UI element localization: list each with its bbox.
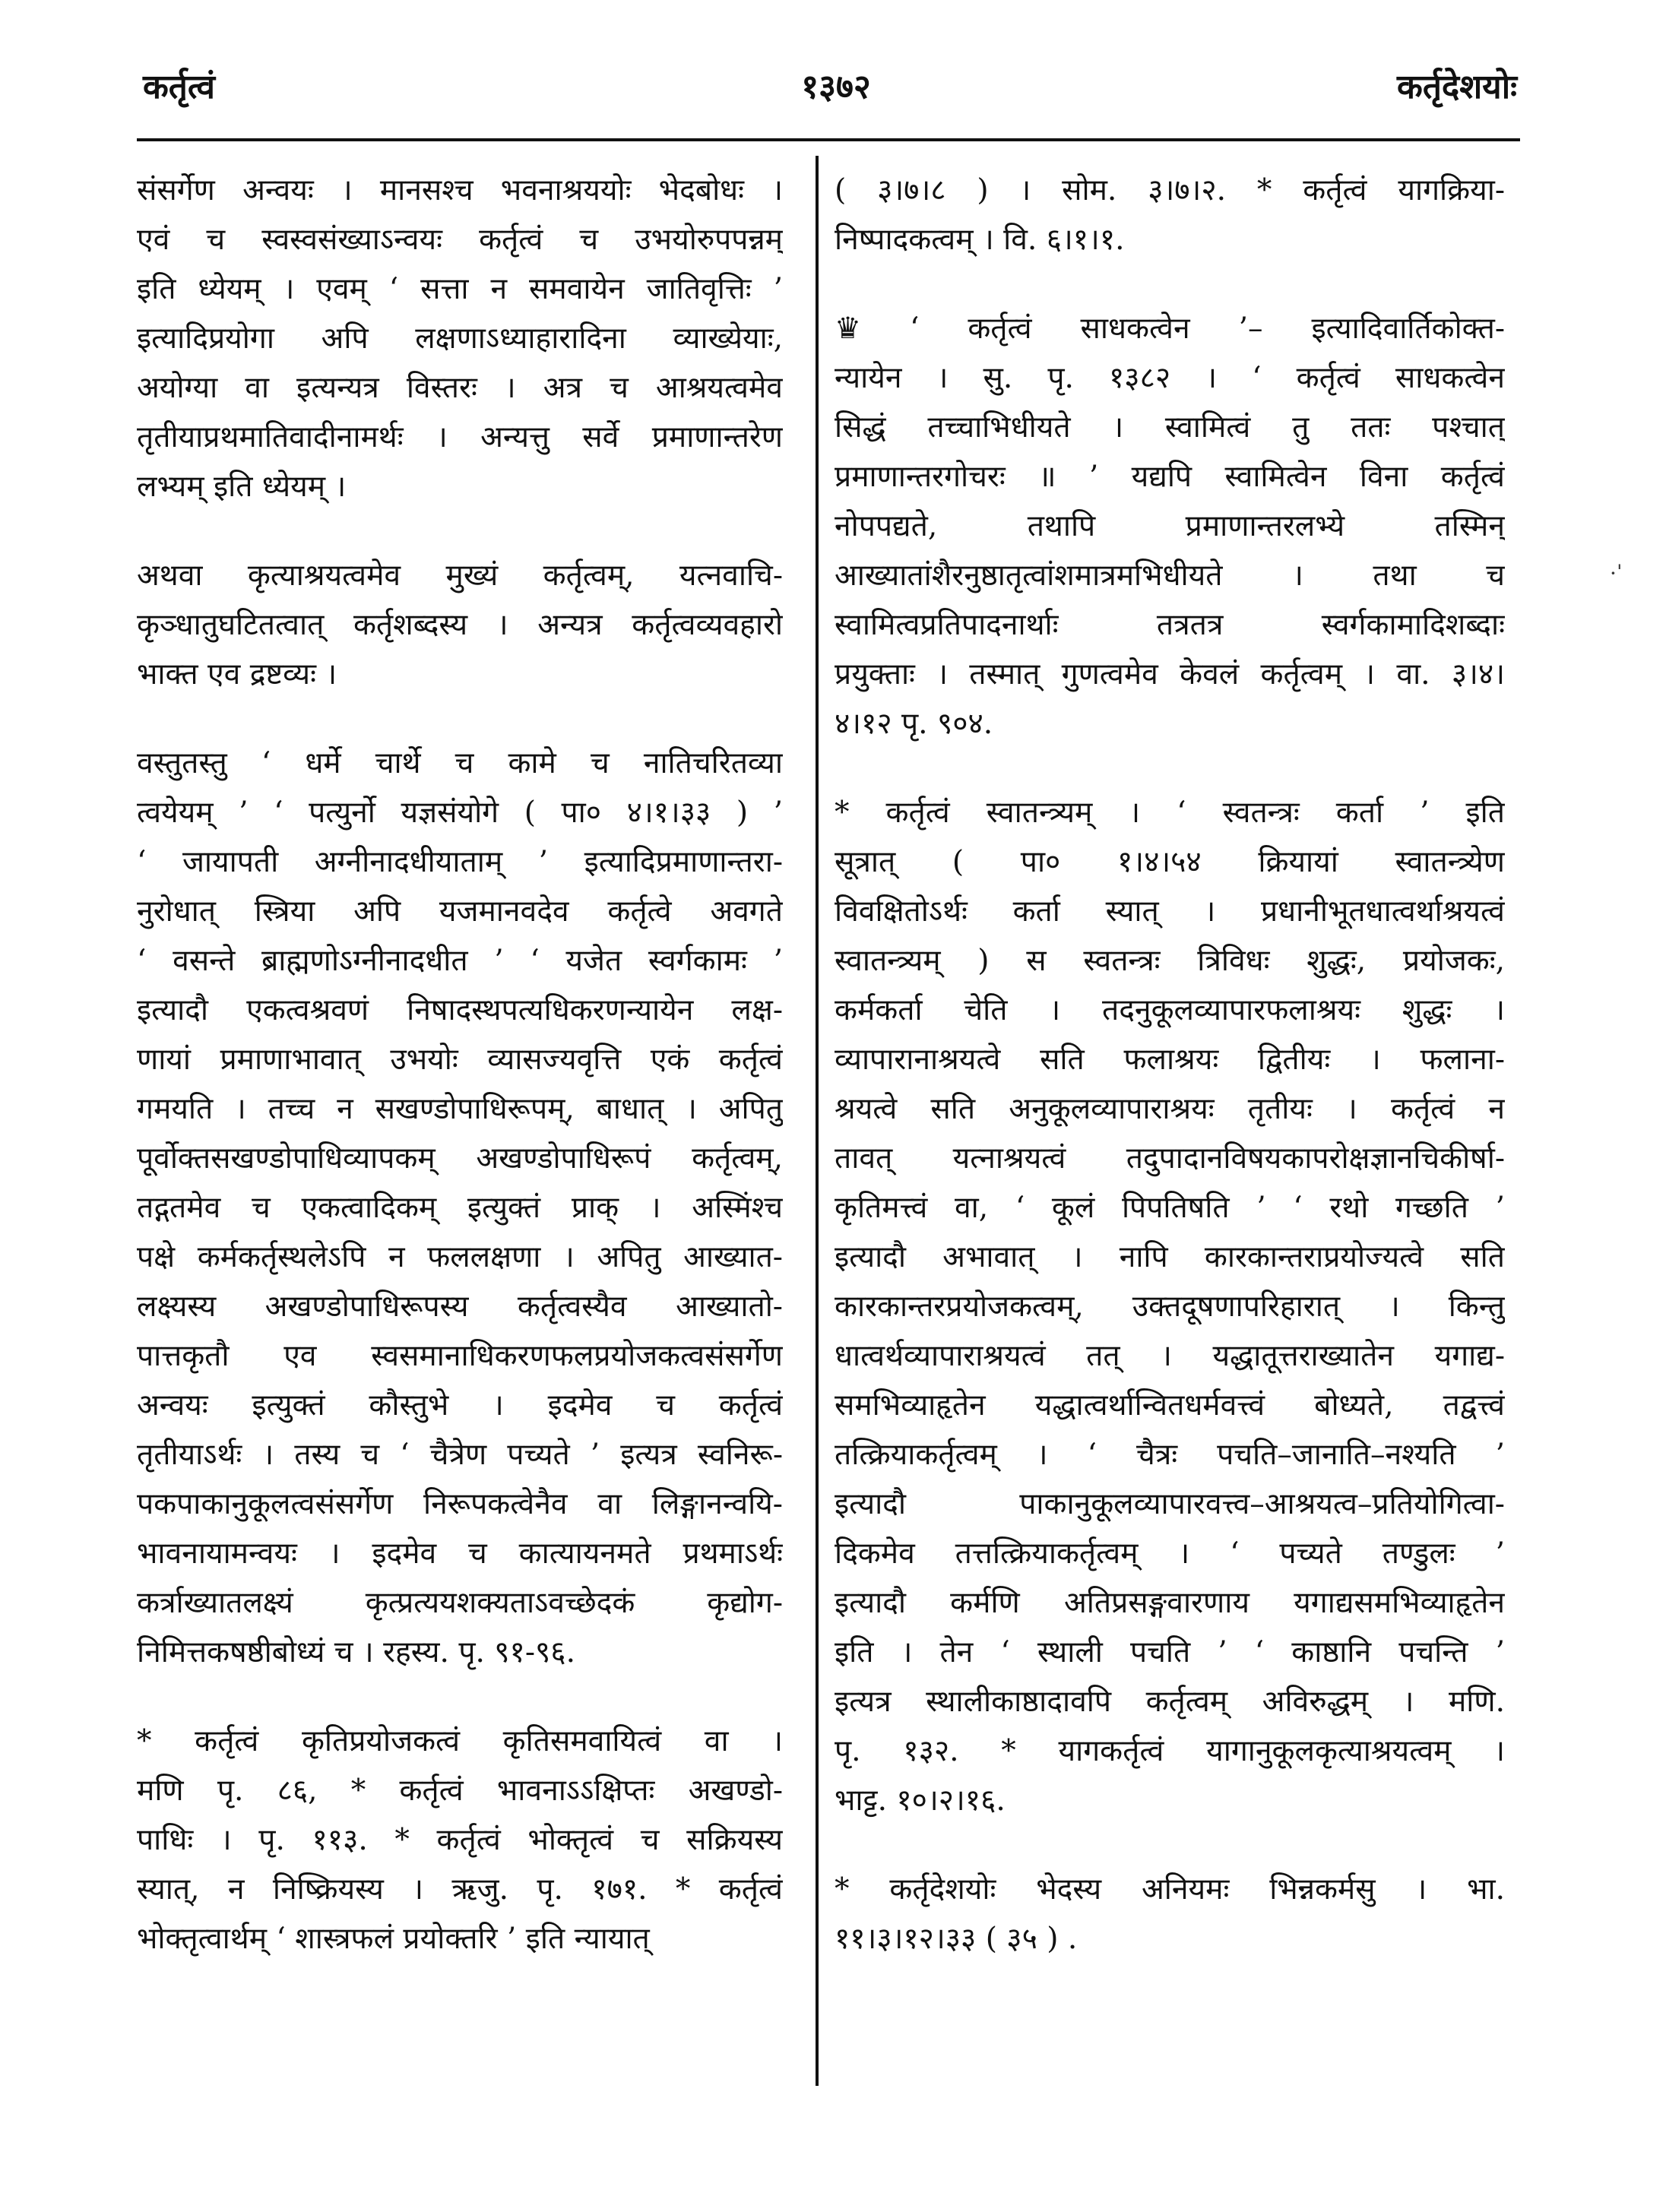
- text-line: इत्यादौ कर्मणि अतिप्रसङ्गवारणाय यगाद्यसमभिव्याहृतेन: [835, 1586, 1505, 1620]
- text-line: विवक्षितोऽर्थः कर्ता स्यात् । प्रधानीभूतधात्वर्थाश्रयत्वं: [835, 894, 1505, 929]
- text-line: आख्यातांशैरनुष्ठातृत्वांशमात्रमभिधीयते । तथा च: [835, 559, 1505, 593]
- left-column: [137, 166, 783, 1964]
- paragraph-gap: [137, 511, 783, 551]
- text-line: भाट्ट. १०।२।१६.: [835, 1783, 1006, 1818]
- text-line: भावनायामन्वयः । इदमेव च कात्यायनमते प्रथमाऽर्थः: [137, 1536, 783, 1571]
- text-line: दिकमेव तत्तत्क्रियाकर्तृत्वम् । ‘ पच्यते तण्डुलः ’: [835, 1536, 1505, 1571]
- text-line: धात्वर्थव्यापाराश्रयत्वं तत् । यद्धातूत्तराख्यातेन यगाद्य-: [835, 1339, 1505, 1373]
- text-line: स्वामित्वप्रतिपादनार्थाः तत्रतत्र स्वर्गकामादिशब्दाः: [835, 608, 1505, 642]
- text-line: लक्ष्यस्य अखण्डोपाधिरूपस्य कर्तृत्वस्यैव आख्यातो-: [137, 1290, 783, 1324]
- text-line: ११।३।१२।३३ ( ३५ ) .: [835, 1922, 1078, 1956]
- text-line: लभ्यम् इति ध्येयम् ।: [137, 470, 347, 504]
- text-line: पाधिः । पृ. ११३. * कर्तृत्वं भोक्तृत्वं च सक्रियस्य: [137, 1823, 783, 1857]
- text-line: तृतीयाऽर्थः । तस्य च ‘ चैत्रेण पच्यते ’ इत्यत्र स्वनिरू-: [137, 1438, 783, 1472]
- text-line: ♛ ‘ कर्तृत्वं साधकत्वेन ’– इत्यादिवार्तिकोक्त-: [835, 312, 1505, 346]
- text-line: इत्यत्र स्थालीकाष्ठादावपि कर्तृत्वम् अविरुद्धम् । मणि.: [835, 1685, 1505, 1719]
- paragraph: [835, 304, 1505, 748]
- text-line: स्वातन्त्र्यम् ) स स्वतन्त्रः त्रिविधः शुद्धः, प्रयोजकः,: [835, 944, 1505, 978]
- paragraph: [137, 166, 783, 511]
- text-line: अथवा कृत्याश्रयत्वमेव मुख्यं कर्तृत्वम्, यत्नवाचि-: [137, 559, 783, 593]
- text-line: सूत्रात् ( पा० १।४।५४ क्रियायां स्वातन्त्र्येण: [835, 845, 1505, 879]
- paragraph: [835, 788, 1505, 1825]
- text-line: * कर्तृत्वं स्वातन्त्र्यम् । ‘ स्वतन्त्रः कर्ता ’ इति: [835, 796, 1505, 830]
- paragraph: [137, 551, 783, 699]
- header-left-keyword: कर्तृत्वं: [143, 68, 215, 106]
- text-line: ‘ वसन्ते ब्राह्मणोऽग्नीनादधीत ’ ‘ यजेत स्वर्गकामः ’: [137, 944, 783, 978]
- paragraph: [137, 739, 783, 1677]
- text-line: पूर्वोक्तसखण्डोपाधिव्यापकम् अखण्डोपाधिरूपं कर्तृत्वम्,: [137, 1141, 783, 1176]
- text-line: इति ध्येयम् । एवम् ‘ सत्ता न समवायेन जातिवृत्तिः ’: [137, 272, 783, 306]
- text-line: इत्यादिप्रयोगा अपि लक्षणाऽध्याहारादिना व्याख्येयाः,: [137, 321, 783, 356]
- text-line: इति । तेन ‘ स्थाली पचति ’ ‘ काष्ठानि पचन्ति ’: [835, 1635, 1505, 1669]
- text-line: निमित्तकषष्ठीबोध्यं च । रहस्य. पृ. ९१-९६.: [137, 1635, 575, 1669]
- page-number: १३७२: [801, 68, 871, 106]
- text-line: निष्पादकत्वम् । वि. ६।१।१.: [835, 223, 1125, 257]
- text-line: पृ. १३२. * यागकर्तृत्वं यागानुकूलकृत्याश्रयत्वम् ।: [835, 1734, 1505, 1768]
- margin-mark: ·ˈ: [1610, 561, 1623, 586]
- right-column: [835, 166, 1505, 1964]
- text-line: श्रयत्वे सति अनुकूलव्यापाराश्रयः तृतीयः । कर्तृत्वं न: [835, 1092, 1505, 1126]
- text-line: तावत् यत्नाश्रयत्वं तदुपादानविषयकापरोक्षज्ञानचिकीर्षा-: [835, 1141, 1505, 1176]
- text-line: इत्यादौ अभावात् । नापि कारकान्तराप्रयोज्यत्वे सति: [835, 1240, 1505, 1274]
- text-line: त्वयेयम् ’ ‘ पत्युर्नो यज्ञसंयोगे ( पा० ४।१।३३ ) ’: [137, 796, 783, 830]
- text-line: पकपाकानुकूलत्वसंसर्गेण निरूपकत्वेनैव वा लिङ्गानन्वयि-: [137, 1487, 783, 1521]
- text-line: इत्यादौ एकत्वश्रवणं निषादस्थपत्यधिकरणन्यायेन लक्ष-: [137, 993, 783, 1027]
- text-line: पात्तकृतौ एव स्वसमानाधिकरणफलप्रयोजकत्वसंसर्गेण: [137, 1339, 783, 1373]
- paragraph: [137, 1717, 783, 1964]
- text-line: संसर्गेण अन्वयः । मानसश्च भवनाश्रययोः भेदबोधः ।: [137, 173, 783, 207]
- text-line: सिद्धं तच्चाभिधीयते । स्वामित्वं तु ततः पश्चात्: [835, 410, 1505, 445]
- paragraph-gap: [137, 699, 783, 739]
- paragraph-gap: [835, 1825, 1505, 1865]
- text-line: णायां प्रमाणाभावात् उभयोः व्यासज्यवृत्ति एकं कर्तृत्वं: [137, 1043, 783, 1077]
- text-line: कर्मकर्ता चेति । तदनुकूलव्यापारफलाश्रयः शुद्धः ।: [835, 993, 1505, 1027]
- column-divider: [816, 156, 819, 2086]
- paragraph: [835, 1865, 1505, 1964]
- text-line: नुरोधात् स्त्रिया अपि यजमानवदेव कर्तृत्वे अवगते: [137, 894, 783, 929]
- header-rule: [137, 138, 1520, 141]
- text-line: पक्षे कर्मकर्तृस्थलेऽपि न फललक्षणा । अपितु आख्यात-: [137, 1240, 783, 1274]
- text-line: कृञ्धातुघटितत्वात् कर्तृशब्दस्य । अन्यत्र कर्तृत्वव्यवहारो: [137, 608, 783, 642]
- text-line: अन्वयः इत्युक्तं कौस्तुभे । इदमेव च कर्तृत्वं: [137, 1388, 783, 1422]
- text-line: व्यापारानाश्रयत्वे सति फलाश्रयः द्वितीयः । फलाना-: [835, 1043, 1505, 1077]
- text-line: * कर्तृत्वं कृतिप्रयोजकत्वं कृतिसमवायित्वं वा ।: [137, 1724, 783, 1758]
- text-line: प्रमाणान्तरगोचरः ॥ ’ यद्यपि स्वामित्वेन विना कर्तृत्वं: [835, 460, 1505, 494]
- text-line: ४।१२ पृ. ९०४.: [835, 707, 993, 741]
- text-line: गमयति । तच्च न सखण्डोपाधिरूपम्, बाधात् । अपितु: [137, 1092, 783, 1126]
- paragraph-gap: [137, 1677, 783, 1717]
- text-line: भोक्तृत्वार्थम् ‘ शास्त्रफलं प्रयोक्तरि ’ इति न्यायात्: [137, 1922, 650, 1956]
- paragraph-gap: [835, 748, 1505, 788]
- text-line: ‘ जायापती अग्नीनादधीयाताम् ’ इत्यादिप्रमाणान्तरा-: [137, 845, 783, 879]
- text-line: भाक्त एव द्रष्टव्यः ।: [137, 657, 337, 691]
- text-line: वस्तुतस्तु ‘ धर्मे चार्थे च कामे च नातिचरितव्या: [137, 746, 783, 780]
- text-line: अयोग्या वा इत्यन्यत्र विस्तरः । अत्र च आश्रयत्वमेव: [137, 371, 783, 405]
- text-line: प्रयुक्ताः । तस्मात् गुणत्वमेव केवलं कर्तृत्वम् । वा. ३।४।: [835, 657, 1505, 691]
- text-line: स्यात्, न निष्क्रियस्य । ऋजु. पृ. १७१. * कर्तृत्वं: [137, 1872, 783, 1907]
- paragraph: [835, 166, 1505, 264]
- text-line: इत्यादौ पाकानुकूलव्यापारवत्त्व–आश्रयत्व–प्रतियोगित्वा-: [835, 1487, 1505, 1521]
- text-line: मणि पृ. ८६, * कर्तृत्वं भावनाऽऽक्षिप्तः अखण्डो-: [137, 1774, 783, 1808]
- text-line: तृतीयाप्रथमातिवादीनामर्थः । अन्यत्तु सर्वे प्रमाणान्तरेण: [137, 420, 783, 454]
- text-line: नोपपद्यते, तथापि प्रमाणान्तरलभ्ये तस्मिन्: [835, 509, 1505, 543]
- text-line: कृतिमत्त्वं वा, ‘ कूलं पिपतिषति ’ ‘ रथो गच्छति ’: [835, 1191, 1505, 1225]
- text-line: एवं च स्वस्वसंख्याऽन्वयः कर्तृत्वं च उभयोरुपपन्नम्: [137, 223, 783, 257]
- text-line: तद्गतमेव च एकत्वादिकम् इत्युक्तं प्राक् । अस्मिंश्च: [137, 1191, 783, 1225]
- text-line: कर्त्राख्यातलक्ष्यं कृत्प्रत्ययशक्यताऽवच्छेदकं कृद्योग-: [137, 1586, 783, 1620]
- text-line: समभिव्याहृतेन यद्धात्वर्थान्वितधर्मवत्त्वं बोध्यते, तद्वत्त्वं: [835, 1388, 1505, 1422]
- text-line: ( ३।७।८ ) । सोम. ३।७।२. * कर्तृत्वं यागक्रिया-: [835, 173, 1505, 207]
- text-line: तत्क्रियाकर्तृत्वम् । ‘ चैत्रः पचति–जानाति–नश्यति ’: [835, 1438, 1505, 1472]
- header-right-keyword: कर्तृदेशयोः: [1397, 68, 1517, 106]
- text-line: * कर्तृदेशयोः भेदस्य अनियमः भिन्नकर्मसु । भा.: [835, 1872, 1505, 1907]
- paragraph-gap: [835, 264, 1505, 304]
- text-line: कारकान्तरप्रयोजकत्वम्, उक्तदूषणापरिहारात् । किन्तु: [835, 1290, 1505, 1324]
- text-line: न्यायेन । सु. पृ. १३८२ । ‘ कर्तृत्वं साधकत्वेन: [835, 361, 1505, 395]
